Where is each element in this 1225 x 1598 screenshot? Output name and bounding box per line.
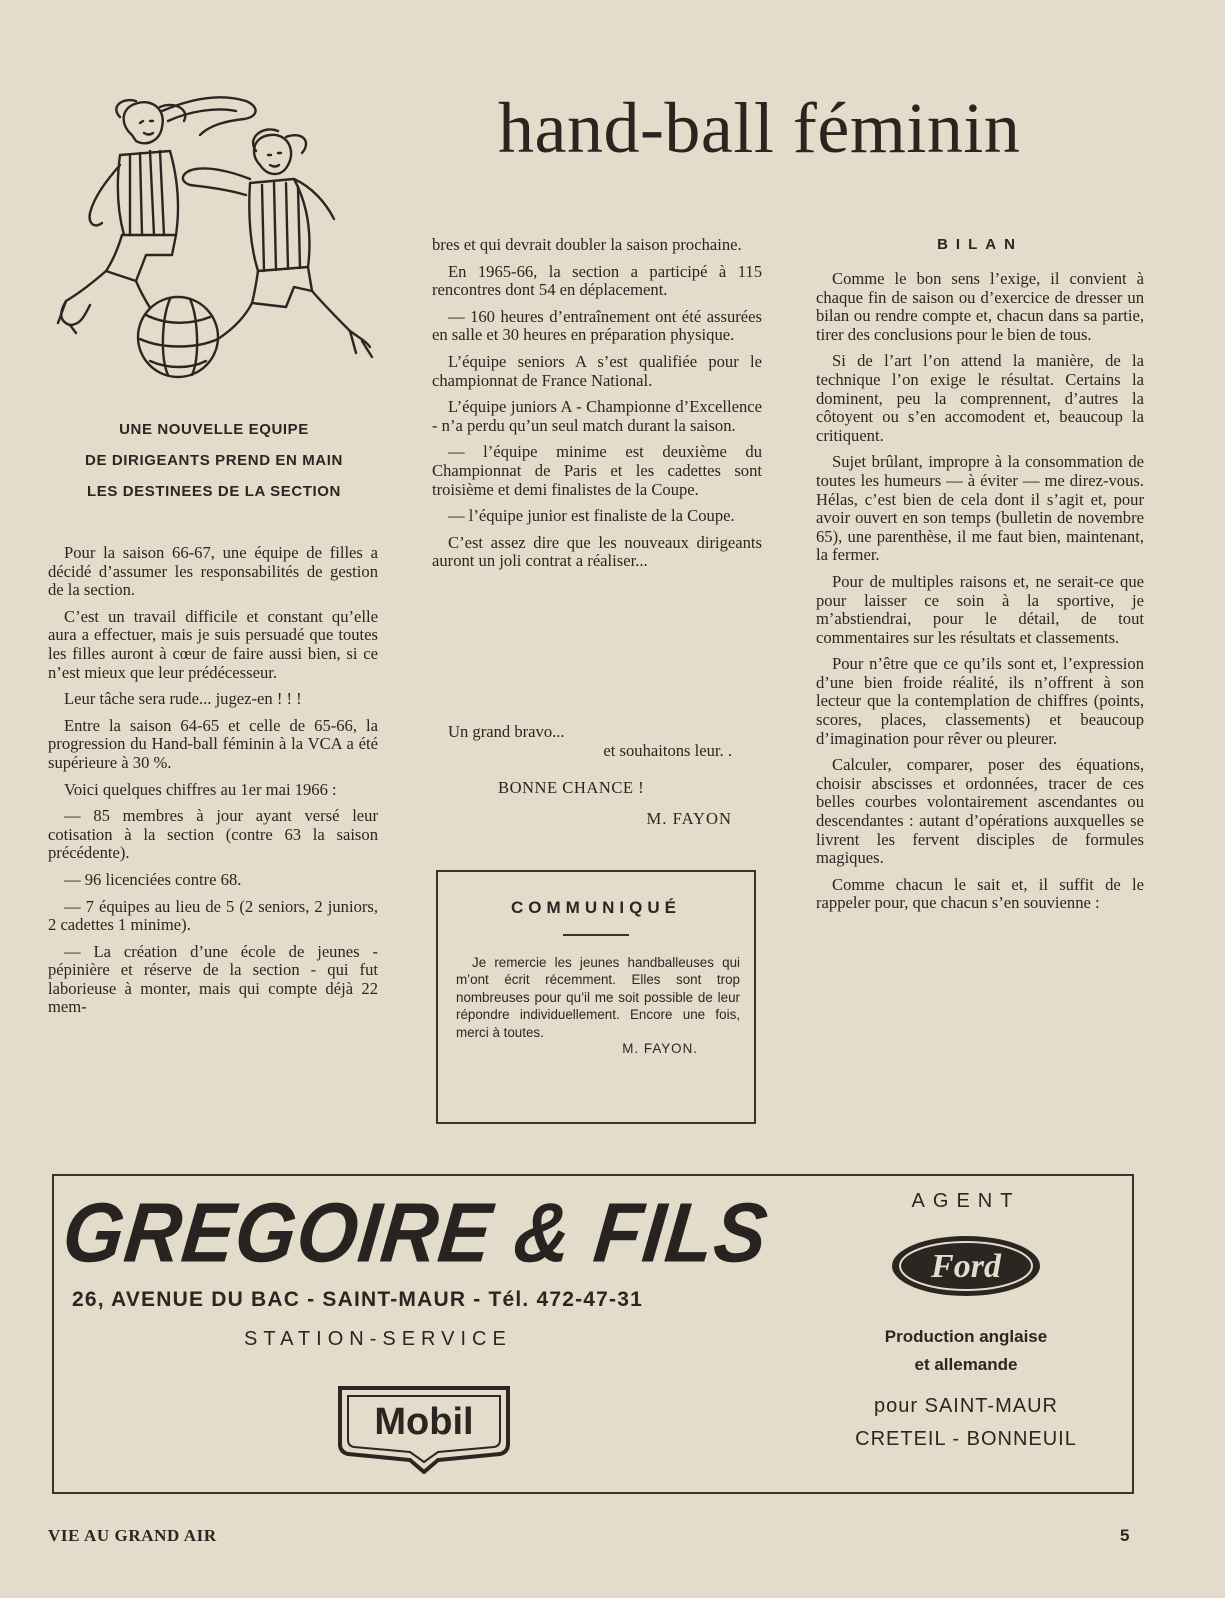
city-line: pour SAINT-MAUR	[874, 1395, 1058, 1417]
production-line: et allemande	[914, 1355, 1018, 1374]
signoff-line: et souhaitons leur. .	[603, 741, 732, 760]
paragraph: — 7 équipes au lieu de 5 (2 seniors, 2 juniors, 2 cadettes 1 minime).	[48, 896, 378, 935]
paragraph: Pour de multiples raisons et, ne serait-ce que pour laisser ce soin à la sportive, je m’abstiendrai, pour le détail, de tout commentaires sur les résultats et classements.	[816, 571, 1144, 647]
paragraph: Si de l’art l’on attend la manière, de la technique l’on exige le résultat. Certains la dominent, peu la comprennent, d’autres la côtoyent ou s’en accomodent et, beaucoup la critiquent.	[816, 351, 1144, 445]
advertiser-name: GREGOIRE & FILS	[58, 1184, 773, 1280]
paragraph: — l’équipe junior est finaliste de la Coupe.	[448, 506, 735, 526]
paragraph: — La création d’une école de jeunes - pépinière et réserve de la section - qui fut laborieuse à monter, mais qui compte déjà 22 mem-	[48, 941, 378, 1017]
advertisement	[52, 1174, 1134, 1494]
section-headline	[48, 414, 380, 507]
paragraph: Sujet brûlant, impropre à la consommation de toutes les humeurs — à éviter — me direz-vous. Hélas, c’est bien de cela dont il s’agit et, pour avoir ouvert en son temps (bulletin de novembre 65), une parenthèse, il me faut bien, maintenant, la fermer.	[816, 452, 1144, 565]
production-text	[806, 1323, 1126, 1379]
signoff-line: Un grand bravo...	[448, 722, 565, 741]
article-title: hand-ball féminin	[498, 88, 1021, 168]
ford-logo-text: Ford	[931, 1248, 1001, 1285]
paragraph: Comme le bon sens l’exige, il convient à chaque fin de saison ou d’exercice de dresser un bilan ou rendre compte et, chacun dans sa partie, tirer des conclusions pour le bien de tous.	[816, 269, 1144, 344]
article-column-1	[48, 544, 378, 1025]
paragraph: Voici quelques chiffres au 1er mai 1966 :	[64, 779, 337, 799]
handball-players-illustration	[50, 95, 380, 385]
paragraph: — 160 heures d’entraînement ont été assurées en salle et 30 heures en préparation physique.	[432, 306, 762, 345]
communique-title: COMMUNIQUÉ	[511, 898, 681, 917]
headline-line: UNE NOUVELLE EQUIPE	[119, 421, 309, 438]
communique-signature: M. FAYON.	[622, 1041, 698, 1057]
paragraph: Comme chacun le sait et, il suffit de le rappeler pour, que chacun s’en souvienne :	[816, 874, 1144, 913]
article-column-3	[816, 270, 1144, 921]
paragraph: C’est un travail difficile et constant qu’elle aura a effectuer, mais je suis persuadé que toutes les filles auront à cœur de faire aussi bien, si ce n’est mieux que leur prédécesseur.	[48, 606, 378, 682]
paragraph: — 85 membres à jour ayant versé leur cotisation à la section (contre 63 la saison précédente).	[48, 806, 378, 863]
divider	[563, 934, 629, 936]
paragraph: — l’équipe minime est deuxième du Championnat de Paris et les cadettes sont troisième et demi finalistes de la Coupe.	[432, 442, 762, 499]
article-column-2	[432, 236, 762, 579]
paragraph: Leur tâche sera rude... jugez-en ! ! !	[64, 689, 302, 709]
paragraph: Calculer, comparer, poser des équations, choisir abscisses et ordonnées, tracer de ces belles courbes volontairement ascendantes ou descendantes : autant d’opérations auxquelles se livrent les fervent disciples de formules magiques.	[816, 755, 1144, 868]
mobil-logo	[334, 1382, 514, 1474]
advertiser-address: 26, AVENUE DU BAC - SAINT-MAUR - Tél. 472-47-31	[72, 1288, 644, 1311]
paragraph: L’équipe juniors A - Championne d’Excellence - n’a perdu qu’un seul match durant la saison.	[432, 397, 762, 435]
communique-box	[436, 870, 756, 1124]
paragraph: C’est assez dire que les nouveaux dirigeants auront un joli contrat a réaliser...	[432, 532, 762, 571]
bilan-heading: BILAN	[937, 236, 1023, 253]
production-line: Production anglaise	[884, 1327, 1048, 1346]
paragraph: — 96 licenciées contre 68.	[64, 869, 242, 889]
paragraph: bres et qui devrait doubler la saison prochaine.	[432, 235, 742, 254]
paragraph: En 1965-66, la section a participé à 115 rencontres dont 54 en déplacement.	[432, 261, 762, 300]
author-signature: M. FAYON	[646, 809, 732, 828]
communique-body: Je remercie les jeunes handballeuses qui m’ont écrit récemment. Elles sont trop nombreuses pour qu’il me soit possible de leur répondre individuellement. Encore une fois, merci à toutes.	[456, 955, 740, 1040]
city-line: CRETEIL - BONNEUIL	[855, 1428, 1077, 1450]
advertiser-service: STATION-SERVICE	[244, 1328, 512, 1350]
agent-label: AGENT	[911, 1190, 1021, 1212]
headline-line: LES DESTINEES DE LA SECTION	[86, 483, 341, 500]
ford-agent-block	[806, 1190, 1126, 1451]
paragraph: Pour la saison 66-67, une équipe de filles a décidé d’assumer les responsabilités de gestion de la section.	[48, 543, 378, 600]
signoff-line: BONNE CHANCE !	[498, 778, 645, 797]
page-number: 5	[1120, 1526, 1130, 1545]
publication-name: VIE AU GRAND AIR	[48, 1526, 217, 1545]
article-signoff	[432, 722, 762, 828]
mobil-logo-text: Mobil	[374, 1401, 474, 1443]
ford-logo	[888, 1233, 1044, 1299]
paragraph: L’équipe seniors A s’est qualifiée pour le championnat de France National.	[432, 351, 762, 390]
paragraph: Entre la saison 64-65 et celle de 65-66, la progression du Hand-ball féminin à la VCA a été supérieure à 30 %.	[48, 715, 378, 772]
paragraph: Pour n’être que ce qu’ils sont et, l’expression d’une bien froide réalité, ils n’offrent à son lecteur que la contemplation de chiffres (points, scores, places, classements) et beaucoup d’imagination pour rêver ou pleurer.	[816, 654, 1144, 748]
headline-line: DE DIRIGEANTS PREND EN MAIN	[85, 452, 343, 469]
